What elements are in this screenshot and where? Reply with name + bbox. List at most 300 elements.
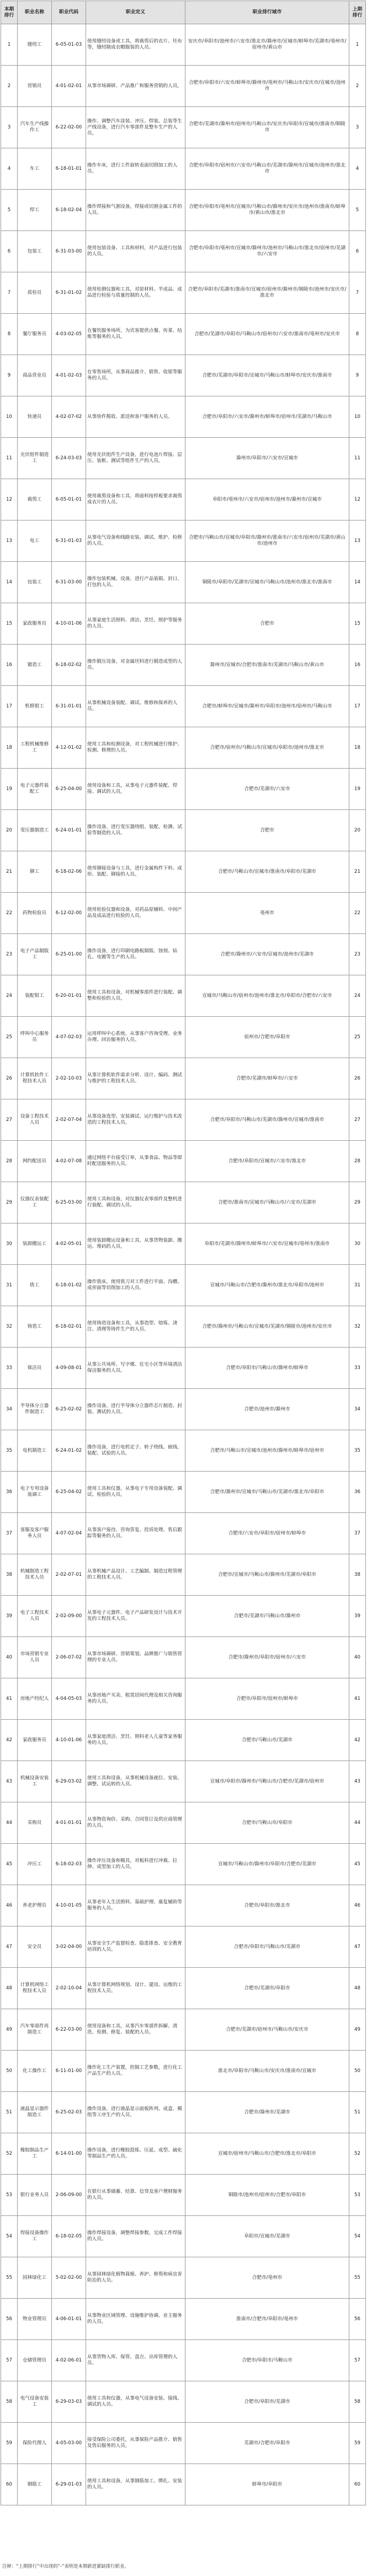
previous-rank-cell: 9 (349, 355, 366, 396)
footnote: 注释：“上期排行”中出现的“-”表明是本期新进紧缺排行职业。 (2, 2563, 129, 2569)
header-occupation-name: 职业名称 (18, 1, 52, 24)
current-rank-cell: 49 (1, 2009, 18, 2051)
previous-rank-cell: 32 (349, 1306, 366, 1348)
table-row (1, 1926, 366, 1968)
ranking-cities-cell: 合肥市/阜阳市/淮北市 (185, 1885, 349, 1926)
occupation-code-cell: 6-29-01-03 (52, 2464, 86, 2505)
occupation-code-cell: 4-12-01-02 (52, 727, 86, 769)
occupation-definition-cell: 操作车床，进行工件旋转表面切削加工的人员。 (86, 148, 185, 190)
occupation-code-cell: 4-06-01-01 (52, 2299, 86, 2340)
occupation-definition-cell: 从事计算机软件需求分析、设计、编码、测试与维护的工程技术人员。 (86, 1058, 185, 1099)
ranking-cities-cell: 合肥市/阜阳市/宿州市/蚌埠市 (185, 1678, 349, 1720)
occupation-definition-cell: 在餐饮服务场所，为宾客提供点餐、传菜、结账等服务的人员。 (86, 314, 185, 355)
occupation-definition-cell: 使用装卸搬运设备和工具，从事货物装卸、搬运、堆码的人员。 (86, 1223, 185, 1265)
current-rank-cell: 60 (1, 2464, 18, 2505)
occupation-name-cell: 保险代理人 (18, 2423, 52, 2464)
occupation-definition-cell: 从事物资询价、采购、合同签订及供应商管理的人员。 (86, 1802, 185, 1844)
table-row (1, 2381, 366, 2423)
previous-rank-cell: 5 (349, 190, 366, 231)
ranking-cities-cell: 合肥市/阜阳市/马鞍山市/滁州市/蚌埠市 (185, 1348, 349, 1389)
table-row (1, 851, 366, 893)
ranking-cities-cell: 合肥市/阜阳市/芜湖市/淮南市/宣城市/宿州市/滁州市/铜陵市/池州市/安庆市/淮北市 (185, 272, 349, 314)
ranking-cities-cell: 阜阳市/宣城市/芜湖市 (185, 2216, 349, 2257)
occupation-code-cell: 4-02-05-01 (52, 1223, 86, 1265)
current-rank-cell: 2 (1, 66, 18, 107)
occupation-name-cell: 药物检验员 (18, 893, 52, 934)
ranking-cities-cell: 淮北市/阜阳市/马鞍山市/安庆市/淮南市/宣城市 (185, 2051, 349, 2092)
table-row (1, 603, 366, 645)
ranking-cities-cell: 合肥市/淮南市/宣城市/马鞍山市/六安市/芜湖市 (185, 1182, 349, 1223)
occupation-definition-cell: 从事客户接待、咨询答复、投诉处理、售后跟踪等服务的人员。 (86, 1513, 185, 1554)
previous-rank-cell: 53 (349, 2175, 366, 2216)
occupation-code-cell: 6-12-02-00 (52, 893, 86, 934)
previous-rank-cell: 48 (349, 1968, 366, 2009)
ranking-cities-cell: 合肥市/阜阳市/亳州市/宣城市/滁州市/池州市/马鞍山市/淮北市/宿州市/芜湖市/六安市 (185, 231, 349, 272)
occupation-code-cell: 6-11-01-00 (52, 2051, 86, 2092)
previous-rank-cell: 27 (349, 1099, 366, 1141)
occupation-code-cell: 6-18-02-03 (52, 1844, 86, 1885)
occupation-name-cell: 商品营业员 (18, 355, 52, 396)
table-row (1, 2051, 366, 2092)
ranking-cities-cell: 合肥市/阜阳市/马鞍山市/芜湖市 (185, 1926, 349, 1968)
previous-rank-cell: 4 (349, 148, 366, 190)
current-rank-cell: 48 (1, 1968, 18, 2009)
current-rank-cell: 31 (1, 1265, 18, 1306)
occupation-name-cell: 计算机网络工程技术人员 (18, 1968, 52, 2009)
occupation-code-cell: 6-25-01-00 (52, 934, 86, 975)
occupation-definition-cell: 操作设备，进行电机定子、转子绕线、嵌线、装配、试验的人员。 (86, 1430, 185, 1472)
occupation-code-cell: 6-29-03-02 (52, 1761, 86, 1802)
occupation-code-cell: 4-01-02-01 (52, 66, 86, 107)
previous-rank-cell: 25 (349, 1017, 366, 1058)
previous-rank-cell: 15 (349, 603, 366, 645)
ranking-cities-cell: 合肥市/芜湖市/滁州市/宿州市/马鞍山市/安庆市/阜阳市/宣城市/淮南市/铜陵市 (185, 107, 349, 148)
occupation-definition-cell: 从事房地产买卖、租赁居间代理及相关咨询服务的人员。 (86, 1678, 185, 1720)
occupation-name-cell: 电气设备安装工 (18, 2381, 52, 2423)
current-rank-cell: 30 (1, 1223, 18, 1265)
previous-rank-cell: 29 (349, 1182, 366, 1223)
previous-rank-cell: 26 (349, 1058, 366, 1099)
occupation-definition-cell: 使用设备和工具，从事电子元器件装配、焊接、调试的人员。 (86, 769, 185, 810)
ranking-cities-cell: 合肥市/芜湖市/阜阳市 (185, 1968, 349, 2009)
occupation-code-cell: 6-31-03-00 (52, 231, 86, 272)
occupation-name-cell: 电子产品制版工 (18, 934, 52, 975)
ranking-cities-cell: 宣城市/阜阳市/滁州市/马鞍山市/合肥市/芜湖市/宿州市 (185, 1761, 349, 1802)
previous-rank-cell: 59 (349, 2423, 366, 2464)
occupation-code-cell: 6-25-02-02 (52, 1389, 86, 1430)
previous-rank-cell: 55 (349, 2257, 366, 2299)
occupation-definition-cell: 使用包装设备、工具和材料，对产品进行包装的人员。 (86, 231, 185, 272)
occupation-name-cell: 市场营销专业人员 (18, 1637, 52, 1678)
previous-rank-cell: 16 (349, 645, 366, 686)
ranking-cities-cell: 阜阳市/芜湖市/滁州市/蚌埠市/六安市/宣城市/亳州市/淮南市 (185, 1223, 349, 1265)
previous-rank-cell: 51 (349, 2092, 366, 2133)
occupation-name-cell: 质检员 (18, 272, 52, 314)
occupation-name-cell: 网约配送员 (18, 1141, 52, 1182)
occupation-name-cell: 焊接设备操作工 (18, 2216, 52, 2257)
occupation-definition-cell: 使用工具和设备，从事机械设备就位、安装、调整、试运转的人员。 (86, 1761, 185, 1802)
ranking-cities-cell: 合肥市/宣城市/马鞍山市/滁州市/芜湖市/阜阳市 (185, 1554, 349, 1596)
table-row (1, 1430, 366, 1472)
occupation-definition-cell: 从事市场调研、产品推广和服务营销的人员。 (86, 66, 185, 107)
table-row (1, 2340, 366, 2381)
table-row (1, 438, 366, 479)
occupation-code-cell: 4-07-02-03 (52, 1017, 86, 1058)
occupation-definition-cell: 使用铸造设备和工具，从事造型、熔炼、浇注、清理等铸件生产的人员。 (86, 1306, 185, 1348)
ranking-cities-cell: 芜湖市/合肥市/阜阳市 (185, 2423, 349, 2464)
table-row (1, 975, 366, 1017)
current-rank-cell: 51 (1, 2092, 18, 2133)
header-current-rank: 本期排行 (1, 1, 18, 24)
current-rank-cell: 39 (1, 1596, 18, 1637)
table-row (1, 1968, 366, 2009)
occupation-code-cell: 2-02-10-04 (52, 1968, 86, 2009)
occupation-definition-cell: 操作焊接设备，调整焊接参数，完成工件焊接的人员。 (86, 2216, 185, 2257)
previous-rank-cell: 35 (349, 1430, 366, 1472)
previous-rank-cell: 8 (349, 314, 366, 355)
occupation-definition-cell: 操作设备，进行橡胶混炼、压延、成型、硫化等制品生产的人员。 (86, 2133, 185, 2175)
header-occupation-code: 职业代码 (52, 1, 86, 24)
table-row (1, 1761, 366, 1802)
occupation-name-cell: 家政服务员 (18, 603, 52, 645)
previous-rank-cell: 49 (349, 2009, 366, 2051)
table-row (1, 1058, 366, 1099)
table-row (1, 810, 366, 851)
occupation-name-cell: 电子工程技术人员 (18, 1596, 52, 1637)
occupation-name-cell: 汽车零部件再制造工 (18, 2009, 52, 2051)
occupation-definition-cell: 使用工具和设备，对机械零部件进行装配、调整和检验的人员。 (86, 975, 185, 1017)
occupation-definition-cell: 使用工具和仪器，从事电气设备安装、接线、调试的人员。 (86, 2381, 185, 2423)
ranking-cities-cell: 合肥市/阜阳市/六安市/蚌埠市/滁州市/亳州市/马鞍山市/安庆市/宣城市/池州市 (185, 66, 349, 107)
occupation-name-cell: 养老护理员 (18, 1885, 52, 1926)
ranking-cities-cell: 宣城市/马鞍山市/合肥市/滁州市/淮北市/阜阳市/池州市 (185, 1265, 349, 1306)
table-row (1, 1306, 366, 1348)
occupation-name-cell: 液晶显示器件制造工 (18, 2092, 52, 2133)
previous-rank-cell: 7 (349, 272, 366, 314)
header-ranking-cities: 职业排行城市 (185, 1, 349, 24)
occupation-name-cell: 设备工程技术人员 (18, 1099, 52, 1141)
occupation-name-cell: 机修钳工 (18, 686, 52, 727)
occupation-definition-cell: 从事安全生产监督检查、隐患排查、安全教育培训的人员。 (86, 1926, 185, 1968)
current-rank-cell: 14 (1, 562, 18, 603)
previous-rank-cell: 60 (349, 2464, 366, 2505)
occupation-code-cell: 5-02-02-00 (52, 2257, 86, 2299)
ranking-cities-cell: 合肥市/马鞍山市/宣城市/淮南市/阜阳市/芜湖市 (185, 851, 349, 893)
previous-rank-cell: 47 (349, 1926, 366, 1968)
ranking-cities-cell: 滁州市/宣城市/合肥市/淮南市/芜湖市/马鞍山市/黄山市 (185, 645, 349, 686)
occupation-definition-cell: 使用检验仪器和设备，对药品原辅料、中间产品及成品进行检验的人员。 (86, 893, 185, 934)
previous-rank-cell: 36 (349, 1472, 366, 1513)
occupation-definition-cell: 使用光伏组件生产设备，进行电池片焊接、层压、装框、测试等组件生产的人员。 (86, 438, 185, 479)
occupation-definition-cell: 操作设备，进行印刷电路板制版、蚀刻、钻孔、电镀等生产的人员。 (86, 934, 185, 975)
current-rank-cell: 10 (1, 396, 18, 438)
occupation-definition-cell: 运用呼叫中心系统，从事客户咨询受理、业务办理、回访服务的人员。 (86, 1017, 185, 1058)
occupation-name-cell: 铸造工 (18, 1306, 52, 1348)
occupation-code-cell: 6-18-02-02 (52, 645, 86, 686)
previous-rank-cell: 42 (349, 1720, 366, 1761)
current-rank-cell: 27 (1, 1099, 18, 1141)
occupation-code-cell: 6-18-01-01 (52, 148, 86, 190)
occupation-definition-cell: 从事家庭清洁、烹饪、照料老人儿童等家务服务的人员。 (86, 1720, 185, 1761)
occupation-definition-cell: 使用铆接设备与工具，进行金属构件下料、成形、装配、铆接的人员。 (86, 851, 185, 893)
table-row (1, 1596, 366, 1637)
occupation-name-cell: 采购员 (18, 1802, 52, 1844)
table-row (1, 2423, 366, 2464)
occupation-name-cell: 车工 (18, 148, 52, 190)
previous-rank-cell: 1 (349, 24, 366, 66)
ranking-cities-cell: 蚌埠市/阜阳市 (185, 2464, 349, 2505)
occupation-definition-cell: 从事电子元器件、电子产品研发设计与技术开发的工程技术人员。 (86, 1596, 185, 1637)
occupation-name-cell: 缝纫工 (18, 24, 52, 66)
ranking-cities-cell: 宿州市/合肥市/阜阳市 (185, 1017, 349, 1058)
previous-rank-cell: 41 (349, 1678, 366, 1720)
current-rank-cell: 33 (1, 1348, 18, 1389)
current-rank-cell: 20 (1, 810, 18, 851)
occupation-name-cell: 锻造工 (18, 645, 52, 686)
occupation-name-cell: 电机制造工 (18, 1430, 52, 1472)
previous-rank-cell: 54 (349, 2216, 366, 2257)
occupation-definition-cell: 使用检测仪器和工具，对原材料、半成品、成品进行检验与质量控制的人员。 (86, 272, 185, 314)
ranking-cities-cell: 铜陵市/池州市/宿州市/合肥市/阜阳市 (185, 2175, 349, 2216)
table-row (1, 1844, 366, 1885)
previous-rank-cell: 28 (349, 1141, 366, 1182)
previous-rank-cell: 44 (349, 1802, 366, 1844)
table-row (1, 2175, 366, 2216)
table-row (1, 1678, 366, 1720)
occupation-name-cell: 包装工 (18, 562, 52, 603)
ranking-cities-cell: 宣城市/马鞍山市/宿州市/池州市/淮北市/阜阳市/合肥市/六安市 (185, 975, 349, 1017)
header-previous-rank: 上期排行 (349, 1, 366, 24)
ranking-cities-cell: 铜陵市/阜阳市/芜湖市/宣城市/马鞍山市/池州市/淮北市/淮南市 (185, 562, 349, 603)
occupation-definition-cell: 操作包装机械、设备，进行产品装箱、封口、打包的人员。 (86, 562, 185, 603)
current-rank-cell: 26 (1, 1058, 18, 1099)
table-row (1, 190, 366, 231)
occupation-code-cell: 6-29-03-03 (52, 2381, 86, 2423)
occupation-name-cell: 半导体分立器件制造工 (18, 1389, 52, 1430)
table-row (1, 934, 366, 975)
occupation-name-cell: 机械设备安装工 (18, 1761, 52, 1802)
table-row (1, 2009, 366, 2051)
table-row (1, 2092, 366, 2133)
occupation-code-cell: 6-22-02-00 (52, 107, 86, 148)
table-row (1, 1554, 366, 1596)
occupation-code-cell: 3-02-04-00 (52, 1926, 86, 1968)
current-rank-cell: 17 (1, 686, 18, 727)
occupation-definition-cell: 使用裁剪设备和工具，将面料按样板要求裁剪成衣片的人员。 (86, 479, 185, 520)
ranking-cities-cell: 合肥市/阜阳市/芜湖市 (185, 2381, 349, 2423)
previous-rank-cell: 10 (349, 396, 366, 438)
ranking-cities-cell: 阜阳市/亳州市/六安市/宿州市/池州市/滁州市/宣城市 (185, 479, 349, 520)
table-row (1, 1802, 366, 1844)
table-row (1, 520, 366, 562)
current-rank-cell: 1 (1, 24, 18, 66)
occupation-code-cell: 6-14-01-00 (52, 2133, 86, 2175)
previous-rank-cell: 50 (349, 2051, 366, 2092)
table-row (1, 645, 366, 686)
occupation-name-cell: 冲压工 (18, 1844, 52, 1885)
ranking-cities-cell: 合肥市 (185, 603, 349, 645)
occupation-name-cell: 安全员 (18, 1926, 52, 1968)
occupation-definition-cell: 在银行从事储蓄、结算、信贷及客户理财服务的人员。 (86, 2175, 185, 2216)
previous-rank-cell: 33 (349, 1348, 366, 1389)
previous-rank-cell: 12 (349, 479, 366, 520)
occupation-definition-cell: 使用工具和仪器，从事电子专用设备装配、调试、检验的人员。 (86, 1472, 185, 1513)
current-rank-cell: 7 (1, 272, 18, 314)
occupation-name-cell: 物业管理员 (18, 2299, 52, 2340)
table-row (1, 24, 366, 66)
occupation-code-cell: 6-31-01-01 (52, 686, 86, 727)
ranking-cities-cell: 合肥市/滁州市/宣城市/马鞍山市/芜湖市/淮北市/阜阳市 (185, 1472, 349, 1513)
occupation-code-cell: 6-31-01-03 (52, 520, 86, 562)
occupation-definition-cell: 操作设备，进行液晶显示面板阵列、成盒、模组等工序生产的人员。 (86, 2092, 185, 2133)
occupation-name-cell: 呼叫中心服务员 (18, 1017, 52, 1058)
ranking-cities-cell: 合肥市/滁州市/六安市/宣城市/池州市/芜湖市 (185, 934, 349, 975)
occupation-definition-cell: 从事机械产品设计、工艺编制、制造过程管理的工程技术人员。 (86, 1554, 185, 1596)
table-row (1, 2133, 366, 2175)
previous-rank-cell: 38 (349, 1554, 366, 1596)
ranking-cities-cell: 合肥市/蚌埠市/宣城市/滁州市/阜阳市/池州市/宿州市/马鞍山市 (185, 686, 349, 727)
ranking-cities-cell: 亳州市 (185, 893, 349, 934)
current-rank-cell: 42 (1, 1720, 18, 1761)
occupation-name-cell: 保洁员 (18, 1348, 52, 1389)
header-occupation-definition: 职业定义 (86, 1, 185, 24)
occupation-code-cell: 6-18-02-01 (52, 1306, 86, 1348)
ranking-cities-cell: 合肥市/阜阳市/宣城市/六安市/淮北市 (185, 1141, 349, 1182)
previous-rank-cell: 58 (349, 2381, 366, 2423)
occupation-name-cell: 仓储管理员 (18, 2340, 52, 2381)
current-rank-cell: 9 (1, 355, 18, 396)
ranking-cities-cell: 合肥市/芜湖市/宿州市/马鞍山市/安庆市 (185, 2009, 349, 2051)
table-row (1, 727, 366, 769)
current-rank-cell: 54 (1, 2216, 18, 2257)
current-rank-cell: 24 (1, 975, 18, 1017)
previous-rank-cell: 22 (349, 893, 366, 934)
table-row (1, 1017, 366, 1058)
table-row (1, 231, 366, 272)
occupation-name-cell: 机械制造工程技术人员 (18, 1554, 52, 1596)
ranking-cities-cell: 合肥市/阜阳市/宿州市/六安市/马鞍山市/芜湖市/滁州市/宣城市/池州市/淮北市 (185, 148, 349, 190)
occupation-definition-cell: 使用工具和检测设备，对工程机械进行维护、检测、修理的人员。 (86, 727, 185, 769)
table-row (1, 2464, 366, 2505)
occupation-definition-cell: 从事市场调研、营销策划、品牌推广与销售管理的专业人员。 (86, 1637, 185, 1678)
table-row (1, 1099, 366, 1141)
occupation-code-cell: 4-01-02-03 (52, 355, 86, 396)
occupation-definition-cell: 接受保险公司委托，从事保险产品推介、销售及售后服务的人员。 (86, 2423, 185, 2464)
previous-rank-cell: 18 (349, 727, 366, 769)
table-row (1, 769, 366, 810)
ranking-cities-cell: 合肥市 (185, 810, 349, 851)
ranking-cities-cell: 合肥市/芜湖市/阜阳市/马鞍山市/宿州市/六安市/淮南市/亳州市/安庆市 (185, 314, 349, 355)
occupation-code-cell: 6-05-01-03 (52, 24, 86, 66)
previous-rank-cell: 6 (349, 231, 366, 272)
previous-rank-cell: 45 (349, 1844, 366, 1885)
ranking-cities-cell: 滁州市/阜阳市/六安市/宣城市 (185, 438, 349, 479)
occupation-code-cell: 6-24-01-01 (52, 810, 86, 851)
occupation-code-cell: 2-02-10-03 (52, 1058, 86, 1099)
previous-rank-cell: 43 (349, 1761, 366, 1802)
occupation-name-cell: 园林绿化工 (18, 2257, 52, 2299)
table-row (1, 148, 366, 190)
occupation-definition-cell: 操作焊接和气割设备，焊接或切割金属工件的人员。 (86, 190, 185, 231)
occupation-name-cell: 家政服务员 (18, 1720, 52, 1761)
current-rank-cell: 5 (1, 190, 18, 231)
occupation-definition-cell: 操作设备，进行半导体分立器件芯片制造、封装、测试的人员。 (86, 1389, 185, 1430)
previous-rank-cell: 52 (349, 2133, 366, 2175)
current-rank-cell: 56 (1, 2299, 18, 2340)
current-rank-cell: 44 (1, 1802, 18, 1844)
occupation-code-cell: 2-02-07-04 (52, 1099, 86, 1141)
occupation-name-cell: 光伏组件制造工 (18, 438, 52, 479)
occupation-definition-cell: 使用设备和工具，从事汽车零部件拆解、清洗、检测、修复、装配的人员。 (86, 2009, 185, 2051)
occupation-definition-cell: 操作、调整汽车涂装、冲压、焊装、总装等生产线设备，进行汽车零部件及整车生产的人员。 (86, 107, 185, 148)
table-row (1, 1389, 366, 1430)
table-row (1, 1182, 366, 1223)
occupation-name-cell: 装卸搬运工 (18, 1223, 52, 1265)
current-rank-cell: 15 (1, 603, 18, 645)
current-rank-cell: 12 (1, 479, 18, 520)
table-row (1, 1223, 366, 1265)
current-rank-cell: 55 (1, 2257, 18, 2299)
occupation-name-cell: 仪器仪表装配工 (18, 1182, 52, 1223)
ranking-cities-cell: 合肥市/阜阳市/六安市/滁州市/蚌埠市/宿州市/芜湖市/马鞍山市 (185, 396, 349, 438)
current-rank-cell: 19 (1, 769, 18, 810)
occupation-name-cell: 化工操作工 (18, 2051, 52, 2092)
occupation-code-cell: 6-24-01-02 (52, 1430, 86, 1472)
occupation-definition-cell: 从事电气设备和线路安装、调试、维护、检修的人员。 (86, 520, 185, 562)
ranking-cities-cell: 合肥市/宿州市/马鞍山市/宣城市/阜阳市/池州市/淮北市 (185, 727, 349, 769)
current-rank-cell: 8 (1, 314, 18, 355)
occupation-code-cell: 6-25-04-00 (52, 769, 86, 810)
table-row (1, 272, 366, 314)
occupation-name-cell: 快递员 (18, 396, 52, 438)
occupation-name-cell: 客服及客户服务人员 (18, 1513, 52, 1554)
occupation-name-cell: 变压器制造工 (18, 810, 52, 851)
current-rank-cell: 37 (1, 1513, 18, 1554)
previous-rank-cell: 39 (349, 1596, 366, 1637)
occupation-code-cell: 6-31-01-02 (52, 272, 86, 314)
ranking-cities-cell: 合肥市/池州市/滁州市 (185, 1389, 349, 1430)
occupation-code-cell: 2-02-07-01 (52, 1554, 86, 1596)
occupation-code-cell: 4-04-05-03 (52, 1678, 86, 1720)
ranking-cities-cell: 合肥市/阜阳市/亳州市/宣城市/马鞍山市/滁州市/安庆市/池州市/淮南市/蚌埠市/黄山市/淮北市 (185, 190, 349, 231)
occupation-code-cell: 6-22-03-00 (52, 2009, 86, 2051)
ranking-cities-cell: 合肥市/马鞍山市/阜阳市 (185, 1802, 349, 1844)
occupation-definition-cell: 从事计算机网络规划、设计、建设、运维的工程技术人员。 (86, 1968, 185, 2009)
ranking-cities-cell: 合肥市/滁州市/马鞍山市/宣城市/芜湖市/铜陵市/池州市/安庆市 (185, 1306, 349, 1348)
current-rank-cell: 58 (1, 2381, 18, 2423)
ranking-cities-cell: 安庆市/阜阳市/池州市/六安市/淮北市/滁州市/宣城市/蚌埠市/芜湖市/亳州市/宿州市/黄山市 (185, 24, 349, 66)
table-row (1, 1348, 366, 1389)
occupation-definition-cell: 从事设备选型、安装调试、运行维护与技术改造的工程技术人员。 (86, 1099, 185, 1141)
previous-rank-cell: 56 (349, 2299, 366, 2340)
current-rank-cell: 35 (1, 1430, 18, 1472)
current-rank-cell: 43 (1, 1761, 18, 1802)
occupation-code-cell: 4-02-07-02 (52, 396, 86, 438)
occupation-name-cell: 铆工 (18, 851, 52, 893)
occupation-definition-cell: 使用工具和设备，对仪器仪表零部件及整机进行装配、调试的人员。 (86, 1182, 185, 1223)
ranking-cities-cell: 合肥市/滁州市/芜湖市 (185, 2092, 349, 2133)
current-rank-cell: 40 (1, 1637, 18, 1678)
previous-rank-cell: 20 (349, 810, 366, 851)
current-rank-cell: 57 (1, 2340, 18, 2381)
previous-rank-cell: 17 (349, 686, 366, 727)
table-row (1, 2299, 366, 2340)
ranking-cities-cell: 合肥市/马鞍山市/宣城市/阜阳市/滁州市/淮南市/六安市/宿州市/芜湖市/黄山市/池州市 (185, 520, 349, 562)
occupation-definition-cell: 使用工具和设备，从事钢筋加工、绑扎、安装的人员。 (86, 2464, 185, 2505)
table-row (1, 1637, 366, 1678)
previous-rank-cell: 23 (349, 934, 366, 975)
table-row (1, 314, 366, 355)
